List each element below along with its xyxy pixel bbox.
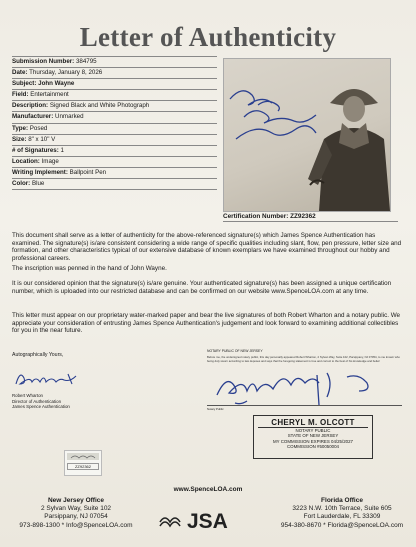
jsa-mini-logo-icon (67, 453, 99, 460)
detail-row-color: Color: Blue (12, 179, 217, 190)
paragraph-paper-notice: This letter must appear on our proprietary water-marked paper and bear the live signatures of both Robert Wharton and a notary public. We appreciate your consideration of entrusting James Spence Authentication's judgement and look forward to examining additional collectibles for you in the near future. (12, 312, 401, 335)
sticker-certification-number: ZZ92362 (67, 463, 99, 470)
signatory-org: James Spence Authentication (12, 404, 70, 410)
notary-stamp: CHERYL M. OLCOTT NOTARY PUBLIC STATE OF NEW JERSEY MY COMMISSION EXPIRES 04/25/2027 COMMISSION #50050004 (253, 415, 373, 459)
footer-website: www.SpenceLOA.com (173, 486, 243, 493)
detail-row-submission: Submission Number: 384795 (12, 56, 217, 68)
inscription-signature (230, 91, 316, 139)
robert-wharton-signature (12, 366, 92, 390)
notary-statement: Before me, the undersigned notary public, this day personally appeared Robert Wharton, 2 Sylvan Way, Suite 102, Parsippany, NJ 07054, to me known who being duly sworn according to law deposes and says that the foregoing statement is true and correct to the best of his knowledge and belief. (207, 355, 400, 363)
hologram-sticker (64, 450, 102, 476)
detail-row-subject: Subject: John Wayne (12, 79, 217, 90)
notary-header: NOTARY PUBLIC OF NEW JERSEY (207, 349, 263, 353)
notary-signature (207, 365, 397, 407)
detail-row-signature-count: # of Signatures: 1 (12, 146, 217, 157)
detail-row-description: Description: Signed Black and White Photograph (12, 101, 217, 112)
detail-row-writing-implement: Writing Implement: Ballpoint Pen (12, 168, 217, 179)
notary-stamp-name: CHERYL M. OLCOTT (258, 418, 368, 428)
jsa-logo-text: JSA (187, 510, 228, 532)
detail-row-field: Field: Entertainment (12, 90, 217, 101)
detail-row-location: Location: Image (12, 157, 217, 168)
paragraph-examination: This document shall serve as a letter of authenticity for the above-referenced signature(s) which James Spence Authentication has examined. The signature(s) is/are consistent considering a wide range of specific qualities including slant, flow, pen pressure, letter size and formation, and other characteristics typical of our extensive database of known exemplars we have examined throughout our hobby and professional careers. (12, 232, 402, 263)
detail-row-date: Date: Thursday, January 8, 2026 (12, 68, 217, 79)
signatory-name: Robert Wharton (12, 393, 43, 398)
office-florida: Florida Office 3223 N.W. 10th Terrace, Suite 605 Fort Lauderdale, FL 33309 954-380-8670 * Florida@SpenceLOA.com (280, 497, 404, 529)
certification-number: Certification Number: ZZ92362 (223, 213, 398, 222)
jsa-logo (157, 508, 257, 532)
notary-signature-caption: Notary Public (207, 407, 224, 411)
detail-row-manufacturer: Manufacturer: Unmarked (12, 112, 217, 123)
document-title: Letter of Authenticity (79, 22, 337, 52)
signatory-role: Director of Authentication (12, 398, 62, 404)
office-new-jersey: New Jersey Office 2 Sylvan Way, Suite 102 Parsippany, NJ 07054 973-898-1300 * Info@SpenceLOA.com (19, 497, 133, 529)
signed-photograph (223, 58, 391, 212)
notary-signature-line (207, 405, 402, 406)
paragraph-opinion: It is our considered opinion that the signature(s) is/are genuine. Your authenticated signature(s) has been assigned a unique certification number, which is uploaded into our restricted database and can be confirmed on our website www.SpenceLOA.com at any time. (12, 280, 392, 295)
photo-figure-illustration (224, 59, 390, 211)
signatory-block (12, 393, 70, 410)
closing-salutation: Autographically Yours, (12, 352, 64, 358)
item-details-table (12, 56, 217, 190)
jsa-swoosh-icon (160, 518, 180, 526)
detail-row-size: Size: 8" x 10" V (12, 135, 217, 146)
paragraph-inscription: The inscription was penned in the hand of John Wayne. (12, 265, 167, 272)
detail-row-type: Type: Posed (12, 124, 217, 135)
